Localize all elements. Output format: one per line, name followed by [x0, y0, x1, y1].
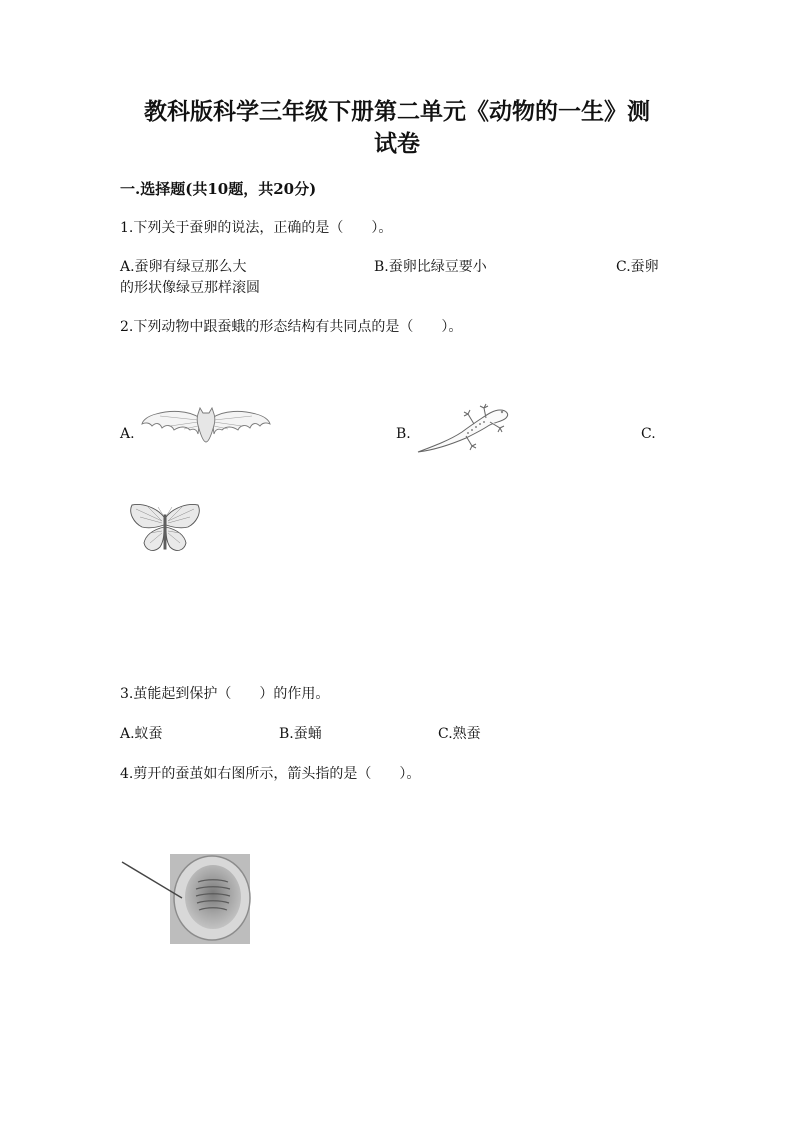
- bat-icon: [140, 404, 272, 446]
- question-2-option-b: B.: [396, 426, 411, 442]
- question-4-stem: 4.剪开的蚕茧如右图所示，箭头指的是（ ）。: [120, 766, 421, 782]
- page-title: [120, 96, 674, 160]
- cocoon-photo: [120, 852, 252, 944]
- title-line-1: 教科版科学三年级下册第二单元《动物的一生》测: [144, 98, 650, 125]
- question-1-option-c-continued: 的形状像绿豆那样滚圆: [120, 280, 260, 296]
- section-heading: 一.选择题(共10题，共20分): [120, 180, 317, 198]
- question-2-option-c: C.: [641, 426, 656, 442]
- question-3-option-b: B.蚕蛹: [279, 726, 322, 742]
- title-line-2: 试卷: [374, 130, 420, 157]
- question-1-stem: 1.下列关于蚕卵的说法，正确的是（ ）。: [120, 220, 393, 236]
- question-1-option-c: C.蚕卵: [616, 259, 659, 275]
- question-3-stem: 3.茧能起到保护（ ）的作用。: [120, 686, 330, 702]
- lizard-icon: [414, 400, 514, 456]
- question-3-option-c: C.熟蚕: [438, 726, 481, 742]
- butterfly-icon: [128, 503, 202, 555]
- question-2-stem: 2.下列动物中跟蚕蛾的形态结构有共同点的是（ ）。: [120, 319, 463, 335]
- question-1-option-b: B.蚕卵比绿豆要小: [374, 259, 487, 275]
- question-3-option-a: A.蚁蚕: [120, 726, 163, 742]
- question-1-option-a: A.蚕卵有绿豆那么大: [120, 259, 247, 275]
- question-2-option-a: A.: [120, 426, 135, 442]
